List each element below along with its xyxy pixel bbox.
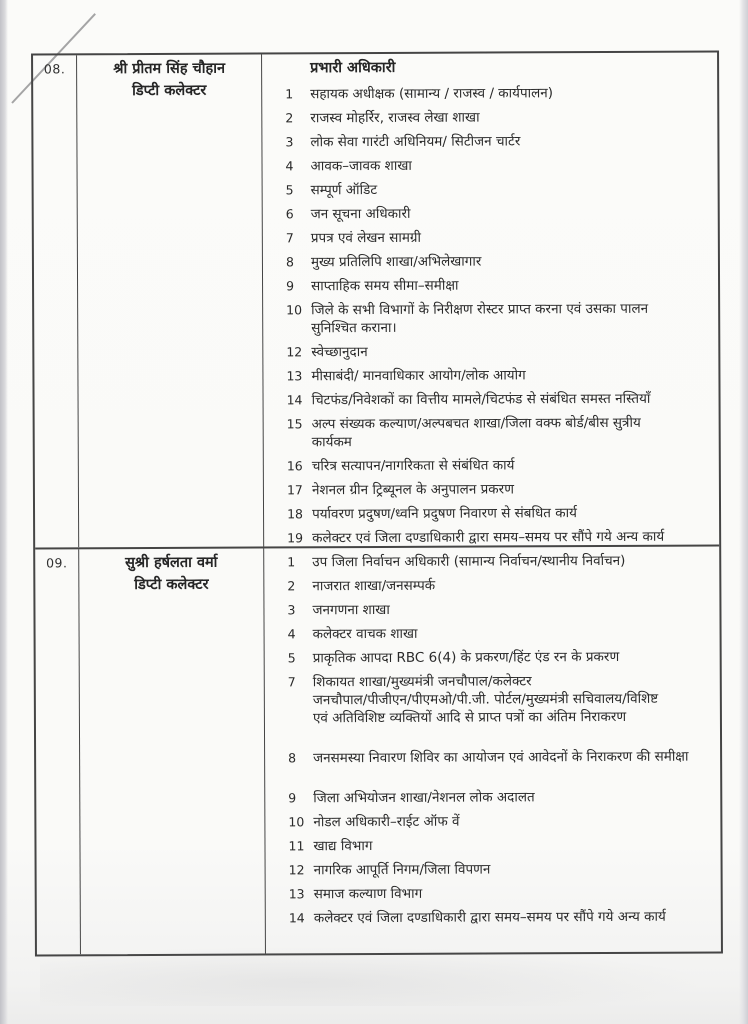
duty-text: प्राकृतिक आपदा RBC 6(4) के प्रकरण/हिंट एंड रन के प्रकरण: [312, 648, 620, 667]
serial-number: 09.: [46, 555, 68, 571]
duty-text: जनगणना शाखा: [312, 601, 390, 619]
duties-header: प्रभारी अधिकारी: [310, 59, 396, 77]
duty-number: 16: [286, 458, 303, 474]
duty-number: 3: [287, 602, 296, 618]
scan-edge-left: [0, 0, 8, 1024]
duties-cell: [262, 53, 719, 547]
duty-text: समाज कल्याण विभाग: [313, 885, 423, 903]
duty-number: 5: [285, 182, 294, 198]
duty-number: 13: [288, 886, 305, 902]
duty-item: [287, 552, 711, 572]
serial-number: 08.: [43, 61, 66, 77]
duty-number: 14: [286, 392, 303, 408]
serial-cell: [33, 55, 79, 547]
duty-number: 12: [286, 344, 303, 360]
duty-number: 2: [285, 110, 294, 126]
duty-number: 8: [288, 750, 297, 766]
duty-text: स्वेच्छानुदान: [311, 344, 368, 361]
duty-item: [285, 84, 709, 104]
duty-number: 9: [288, 790, 297, 806]
table-row: [35, 547, 721, 955]
duty-text: जनसमस्या निवारण शिविर का आयोजन एवं आवेदनों के निराकरण की समीक्षा: [313, 748, 689, 767]
duty-number: 19: [287, 530, 304, 546]
duty-number: 10: [286, 302, 303, 318]
table-row: [33, 53, 719, 550]
duty-text: सहायक अधीक्षक (सामान्य / राजस्व / कार्यपालन): [310, 85, 554, 103]
duties-table: [31, 51, 723, 957]
duty-item: [286, 180, 710, 200]
duty-item: [286, 300, 710, 338]
duty-text: जिले के सभी विभागों के निरीक्षण रोस्टर प्राप्त करना एवं उसका पालन सुनिश्चित कराना।: [311, 300, 649, 337]
duty-text: प्रपत्र एवं लेखन सामग्री: [310, 229, 422, 247]
duty-item: [286, 204, 710, 224]
officer-cell: [79, 548, 266, 954]
duty-number: 8: [285, 254, 294, 270]
duty-item: [288, 648, 712, 668]
duty-item: [286, 276, 710, 296]
duty-item: [289, 884, 713, 904]
duty-number: 12: [288, 862, 305, 878]
duty-text: नागरिक आपूर्ति निगम/जिला विपणन: [313, 861, 491, 879]
duty-text: लोक सेवा गारंटी अधिनियम/ सिटीजन चार्टर: [310, 133, 521, 151]
serial-cell: [35, 549, 81, 954]
duty-text: चिटफंड/निवेशकों का वित्तीय मामले/चिटफंड से संबंधित समस्त नस्तियाँ: [311, 390, 651, 409]
duty-item: [288, 812, 712, 832]
duty-number: 7: [287, 674, 296, 690]
duty-item: [287, 390, 711, 410]
duty-item: [286, 228, 710, 248]
duty-number: 7: [285, 230, 294, 246]
duty-number: 13: [286, 368, 303, 384]
duty-text: नेशनल ग्रीन ट्रिब्यूनल के अनुपालन प्रकरण: [311, 481, 514, 499]
duty-text: सम्पूर्ण ऑडिट: [310, 181, 378, 199]
duty-number: 1: [287, 554, 296, 570]
duty-text: आवक–जावक शाखा: [310, 157, 412, 175]
duty-number: 1: [285, 86, 294, 102]
duty-item: [285, 108, 709, 128]
duty-number: 18: [287, 506, 303, 522]
officer-name: श्री प्रीतम सिंह चौहान: [113, 60, 226, 78]
duty-text: अल्प संख्यक कल्याण/अल्पबचत शाखा/जिला वक्फ बोर्ड/बीस सुत्रीय कार्यकम: [311, 414, 641, 451]
duty-text: मुख्य प्रतिलिपि शाखा/अभिलेखागार: [310, 253, 482, 271]
duty-item: [289, 860, 713, 880]
duty-number: 15: [286, 416, 303, 432]
duty-item: [285, 132, 709, 152]
duty-item: [286, 252, 710, 272]
officer-name: सुश्री हर्षलता वर्मा: [125, 554, 218, 572]
officer-cell: [77, 54, 264, 547]
duty-text: कलेक्टर एवं जिला दण्डाधिकारी द्वारा समय–समय पर सौंपे गये अन्य कार्य: [312, 528, 665, 547]
duty-number: 14: [288, 910, 305, 926]
duty-number: 11: [288, 838, 305, 854]
duty-text: शिकायत शाखा/मुख्यमंत्री जनचौपाल/कलेक्टर जनचौपाल/पीजीएन/पीएमओ/पी.जी. पोर्टल/मुख्यमंत्री सचिवालय/विशिष्ट एवं अतिविशिष्ट व्यक्तियों आदि से प्राप्त पत्रों का अंतिम निराकरण: [312, 673, 659, 727]
duty-text: कलेक्टर वाचक शाखा: [312, 625, 418, 643]
duty-text: खाद्य विभाग: [313, 838, 373, 855]
duty-item: [288, 788, 712, 808]
scan-edge-right: [739, 0, 748, 1024]
duty-text: मीसाबंदी/ मानवाधिकार आयोग/लोक आयोग: [311, 367, 526, 385]
duty-number: 2: [287, 578, 296, 594]
duty-text: कलेक्टर एवं जिला दण्डाधिकारी द्वारा समय–समय पर सौंपे गये अन्य कार्य: [313, 908, 666, 927]
duty-item: [287, 480, 711, 500]
duty-item: [287, 528, 711, 547]
duty-text: चरित्र सत्यापन/नागरिकता से संबंधित कार्य: [311, 457, 515, 475]
officer-title: डिप्टी कलेक्टर: [132, 82, 207, 99]
duty-number: 6: [285, 206, 294, 222]
duty-item: [287, 504, 711, 524]
duty-item: [288, 624, 712, 644]
duty-item: [288, 672, 712, 728]
duty-number: 17: [286, 482, 303, 498]
duty-number: 10: [288, 814, 305, 830]
duty-text: उप जिला निर्वाचन अधिकारी (सामान्य निर्वाचन/स्थानीय निर्वाचन): [312, 552, 626, 571]
duty-item: [287, 456, 711, 476]
duty-text: नोडल अधिकारी–राईट ऑफ वें: [313, 813, 460, 831]
duty-item: [286, 342, 710, 362]
duty-item: [289, 908, 713, 928]
duty-number: 4: [285, 158, 294, 174]
duty-text: जन सूचना अधिकारी: [310, 205, 411, 223]
duty-number: 9: [286, 278, 295, 294]
duty-text: साप्ताहिक समय सीमा–समीक्षा: [311, 277, 459, 295]
duty-item: [287, 414, 711, 452]
duty-number: 5: [287, 650, 296, 666]
duty-number: 3: [285, 134, 294, 150]
duty-item: [288, 836, 712, 856]
duty-item: [287, 576, 711, 596]
duty-number: 4: [287, 626, 296, 642]
duty-item: [285, 156, 709, 176]
duty-text: जिला अभियोजन शाखा/नेशनल लोक अदालत: [313, 789, 535, 807]
duty-text: पर्यावरण प्रदुषण/ध्वनि प्रदुषण निवारण से संबधित कार्य: [312, 505, 577, 523]
duties-cell: [264, 547, 721, 954]
duty-text: नाजरात शाखा/जनसम्पर्क: [312, 577, 436, 595]
duty-text: राजस्व मोहर्रिर, राजस्व लेखा शाखा: [310, 109, 480, 127]
officer-title: डिप्टी कलेक्टर: [134, 576, 209, 593]
duty-item: [288, 748, 712, 768]
duty-item: [286, 366, 710, 386]
duty-item: [287, 600, 711, 620]
